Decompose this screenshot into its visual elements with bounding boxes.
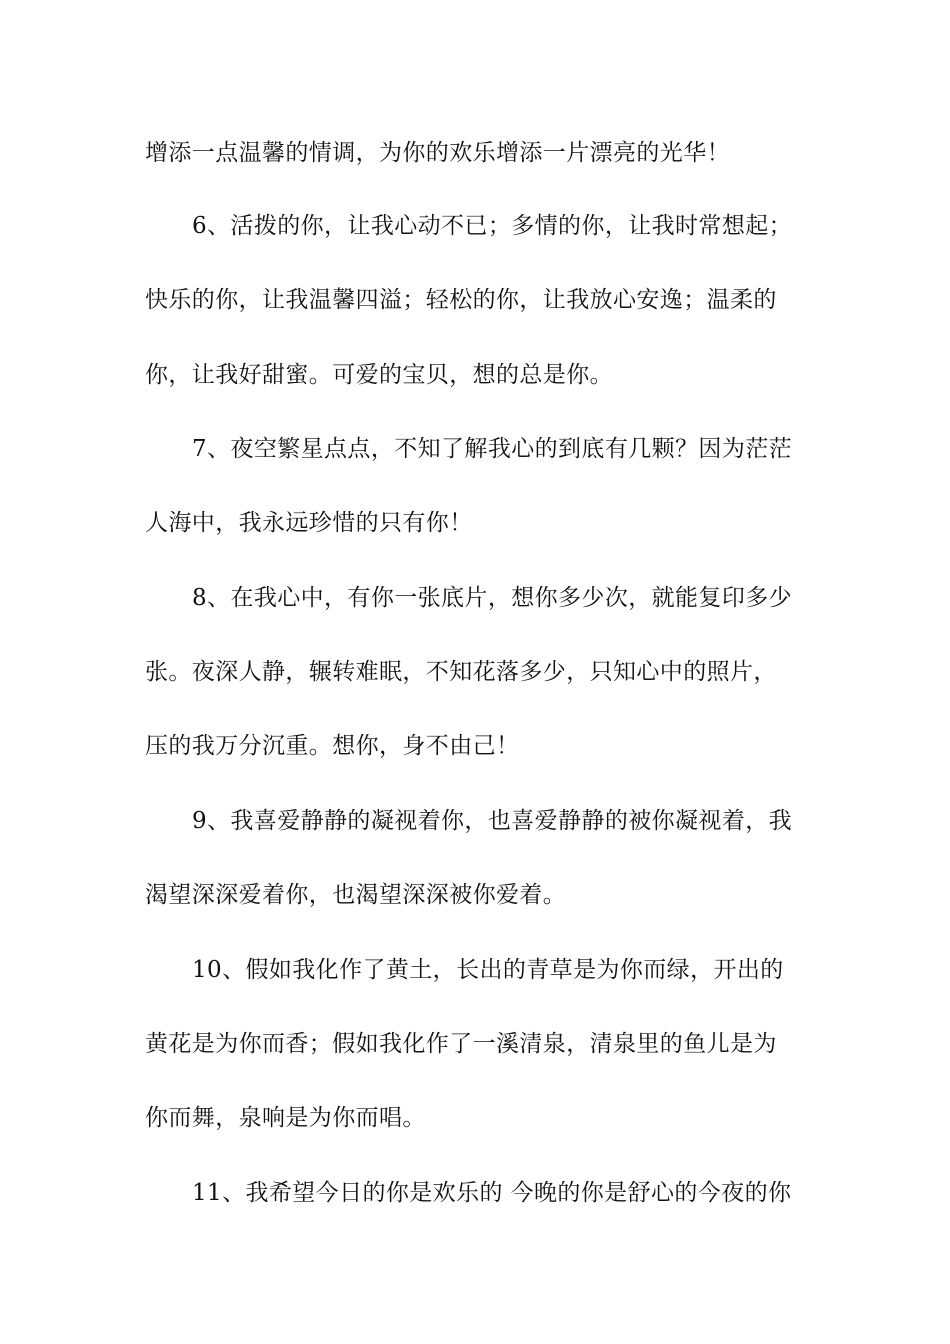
text-line: 压的我万分沉重。想你，身不由己！ bbox=[145, 733, 520, 759]
text-line: 6、活拨的你，让我心动不已；多情的你，让我时常想起； bbox=[192, 213, 793, 239]
text-line: 8、在我心中，有你一张底片，想你多少次，就能复印多少 bbox=[192, 585, 793, 611]
text-line: 快乐的你，让我温馨四溢；轻松的你，让我放心安逸；温柔的 bbox=[145, 287, 777, 313]
text-line: 11、我希望今日的你是欢乐的 今晚的你是舒心的今夜的你 bbox=[192, 1180, 792, 1206]
text-line: 你，让我好甜蜜。可爱的宝贝，想的总是你。 bbox=[145, 362, 613, 388]
text-line: 10、假如我化作了黄土，长出的青草是为你而绿，开出的 bbox=[192, 957, 784, 983]
text-line: 你而舞，泉响是为你而唱。 bbox=[145, 1105, 426, 1131]
text-line: 7、夜空繁星点点，不知了解我心的到底有几颗？因为茫茫 bbox=[192, 436, 793, 462]
text-line: 黄花是为你而香；假如我化作了一溪清泉，清泉里的鱼儿是为 bbox=[145, 1031, 777, 1057]
text-line: 张。夜深人静，辗转难眠，不知花落多少，只知心中的照片， bbox=[145, 659, 777, 685]
text-line: 人海中，我永远珍惜的只有你！ bbox=[145, 510, 473, 536]
text-line: 增添一点温馨的情调，为你的欢乐增添一片漂亮的光华！ bbox=[145, 140, 730, 166]
text-line: 9、我喜爱静静的凝视着你，也喜爱静静的被你凝视着，我 bbox=[192, 808, 793, 834]
text-line: 渴望深深爱着你，也渴望深深被你爱着。 bbox=[145, 882, 567, 908]
